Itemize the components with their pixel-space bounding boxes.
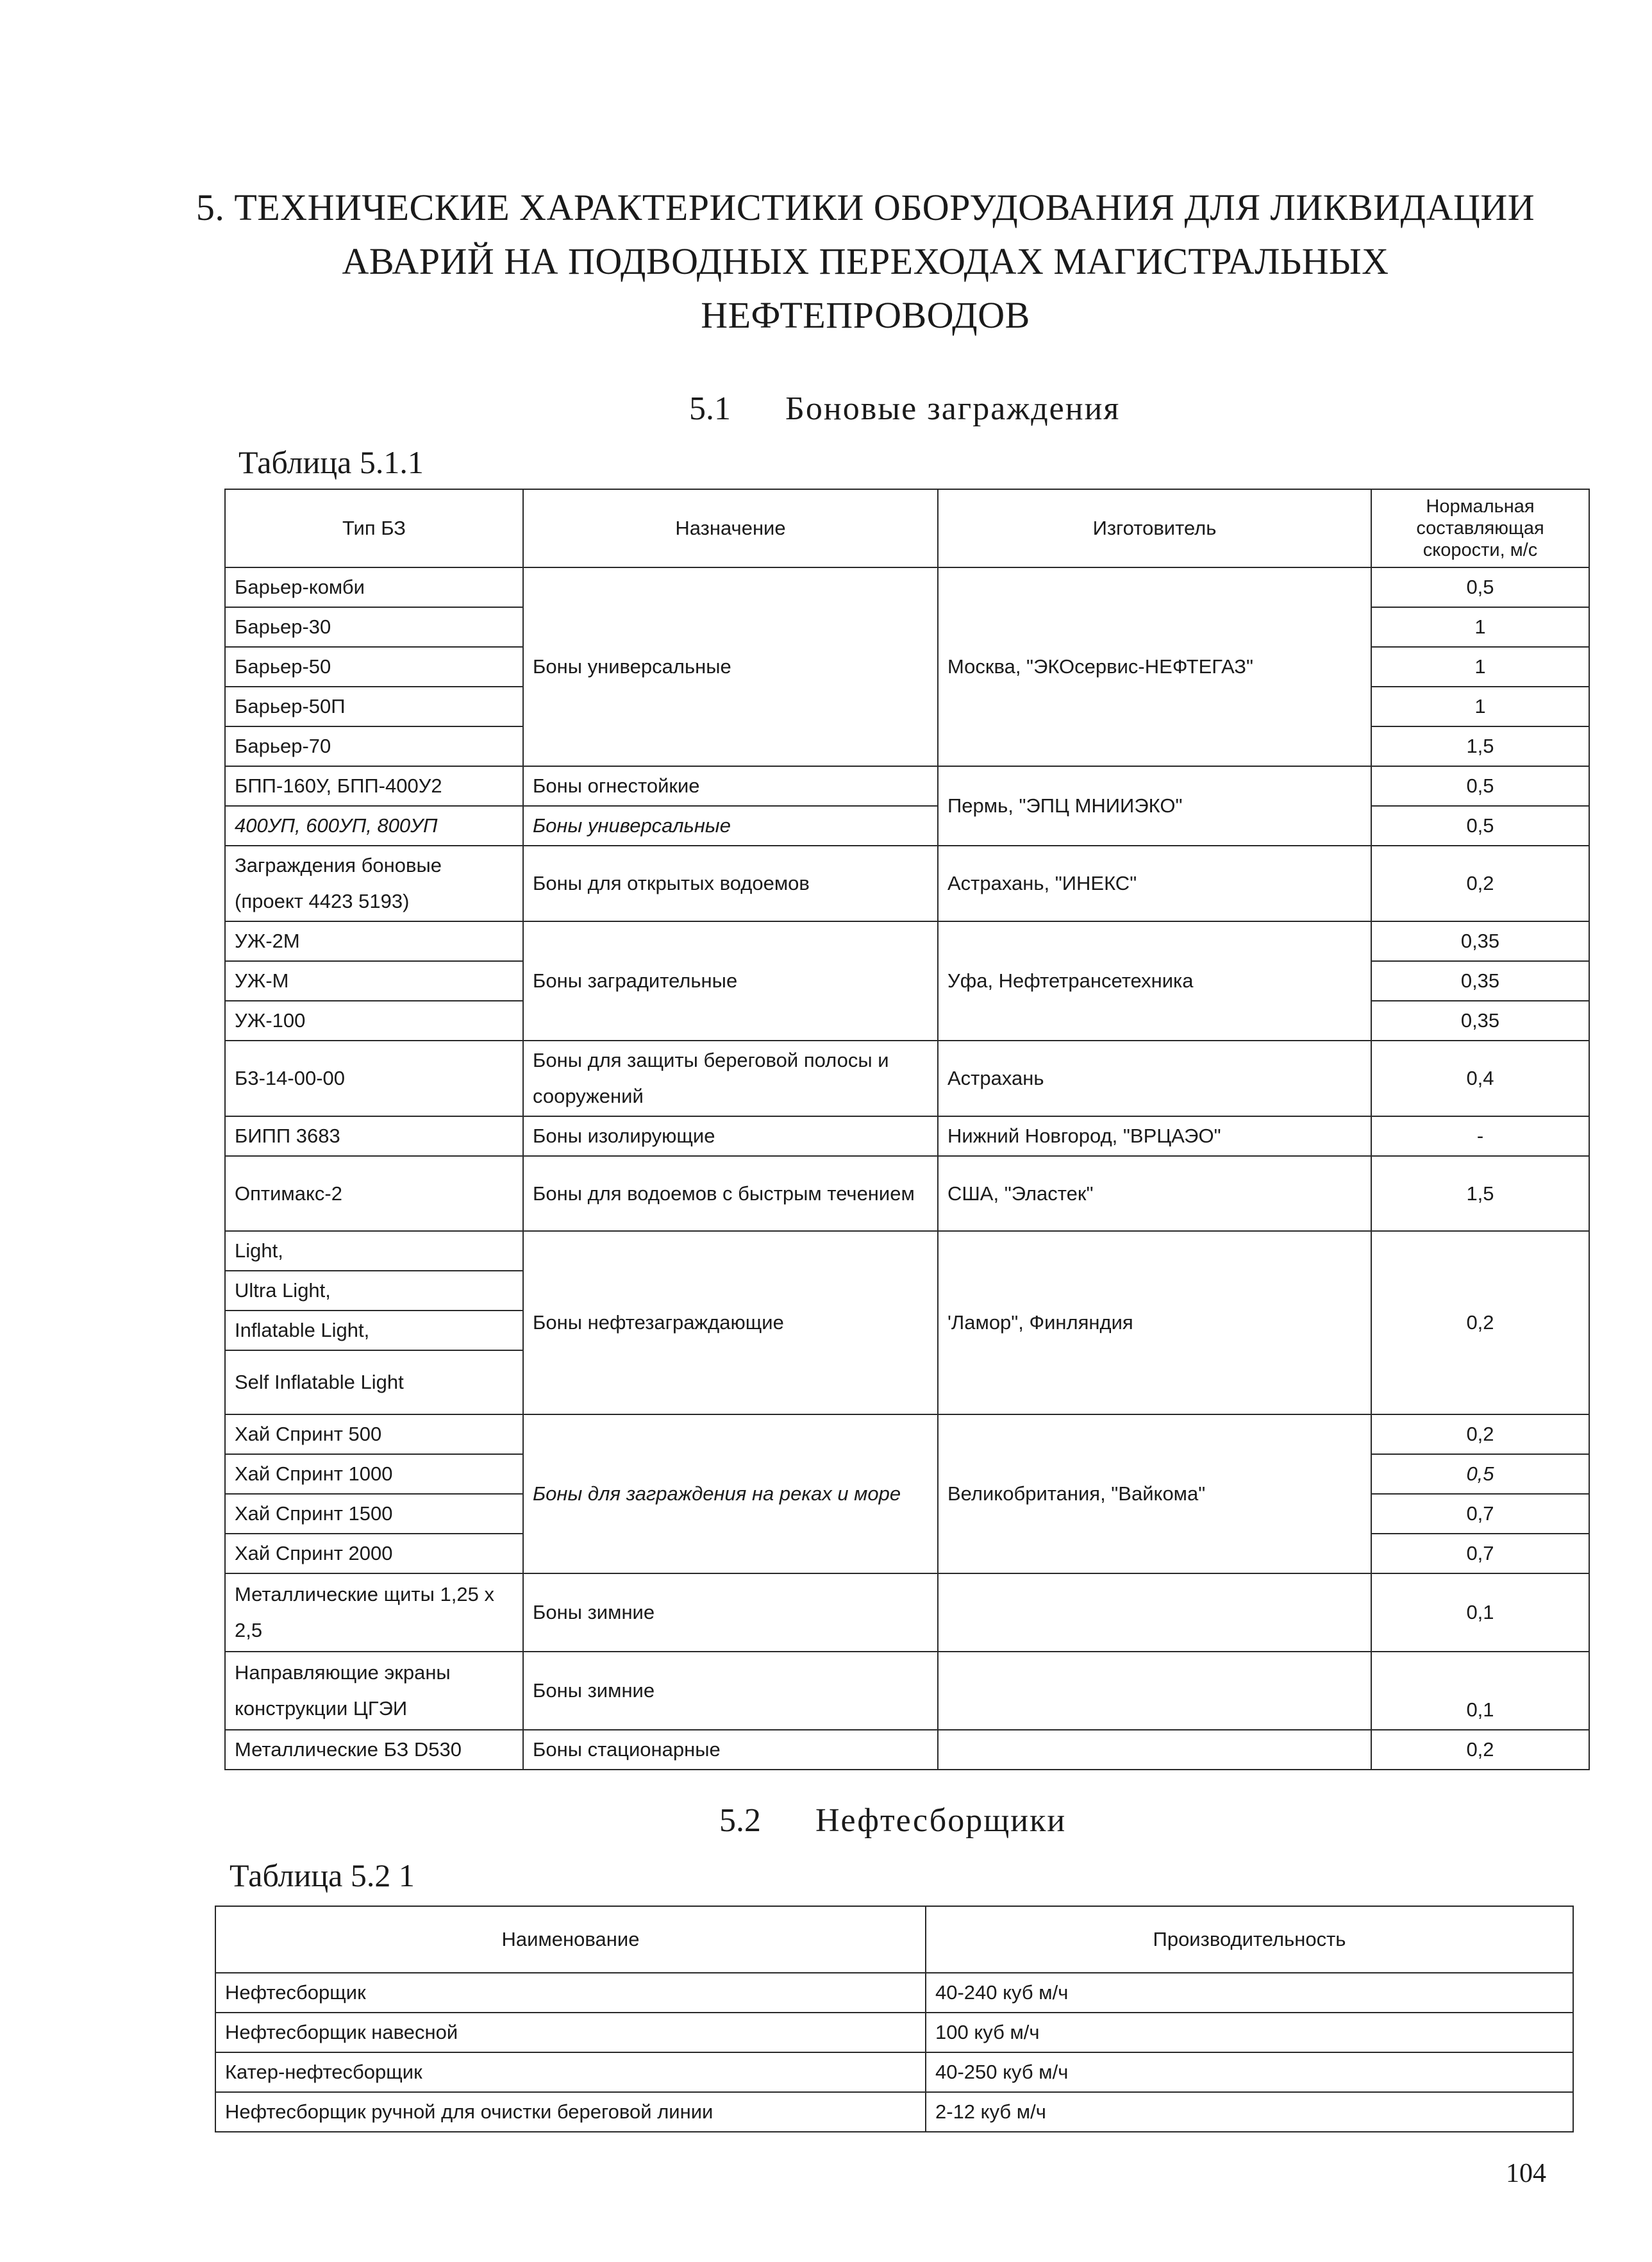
cell-type: УЖ-100 <box>225 1001 523 1041</box>
cell-type: Хай Спринт 500 <box>225 1414 523 1454</box>
cell-maker-empty <box>938 1730 1371 1770</box>
cell-speed: 0,1 <box>1371 1573 1589 1652</box>
table-row <box>215 2092 1573 2132</box>
section-number: 5.1 <box>689 390 731 427</box>
cell-purpose: Боны нефтезаграждающие <box>523 1231 938 1414</box>
cell-type: Оптимакс-2 <box>225 1156 523 1231</box>
table-row <box>225 1156 1589 1231</box>
cell-speed: - <box>1371 1116 1589 1156</box>
page-number: 104 <box>1506 2159 1546 2188</box>
table-row <box>215 1973 1573 2013</box>
cell-speed: 0,1 <box>1371 1652 1589 1730</box>
section-number: 5.2 <box>719 1802 761 1839</box>
title-line-2: АВАРИЙ НА ПОДВОДНЫХ ПЕРЕХОДАХ МАГИСТРАЛЬНЫХ <box>342 240 1389 282</box>
cell-type: Направляющие экраны конструкции ЦГЭИ <box>225 1652 523 1730</box>
table-header-row <box>225 489 1589 567</box>
cell-maker-empty <box>938 1573 1371 1652</box>
table-row <box>225 1652 1589 1730</box>
header-type: Тип БЗ <box>225 489 523 567</box>
cell-type: Барьер-30 <box>225 607 523 647</box>
cell-purpose: Боны для защиты береговой полосы и сооружений <box>523 1041 938 1116</box>
title-line-1: 5. ТЕХНИЧЕСКИЕ ХАРАКТЕРИСТИКИ ОБОРУДОВАНИЯ ДЛЯ ЛИКВИДАЦИИ <box>196 187 1535 228</box>
cell-purpose: Боны универсальные <box>523 567 938 766</box>
cell-purpose: Боны для водоемов с быстрым течением <box>523 1156 938 1231</box>
cell-type: Барьер-50П <box>225 687 523 726</box>
section-5-1-heading <box>689 390 1120 428</box>
header-speed: Нормальная составляющая скорости, м/с <box>1371 489 1589 567</box>
cell-capacity: 100 куб м/ч <box>926 2013 1573 2052</box>
section-title: Нефтесборщики <box>815 1802 1067 1839</box>
table-row <box>225 806 1589 846</box>
cell-speed: 1 <box>1371 687 1589 726</box>
cell-speed: 0,2 <box>1371 846 1589 921</box>
cell-purpose: Боны для открытых водоемов <box>523 846 938 921</box>
cell-type: Барьер-комби <box>225 567 523 607</box>
cell-type: Барьер-50 <box>225 647 523 687</box>
cell-speed: 0,5 <box>1371 766 1589 806</box>
cell-maker: Уфа, Нефтетрансетехника <box>938 921 1371 1041</box>
cell-type: Заграждения боновые (проект 4423 5193) <box>225 846 523 921</box>
table-header-row <box>215 1906 1573 1973</box>
section-title: Боновые заграждения <box>785 390 1121 427</box>
header-name: Наименование <box>215 1906 926 1973</box>
cell-type: Ultra Light, <box>225 1271 523 1311</box>
cell-speed: 0,2 <box>1371 1414 1589 1454</box>
table-row <box>225 1414 1589 1454</box>
header-purpose: Назначение <box>523 489 938 567</box>
cell-maker: Нижний Новгород, "ВРЦАЭО" <box>938 1116 1371 1156</box>
table-row <box>225 846 1589 921</box>
cell-speed: 0,7 <box>1371 1494 1589 1534</box>
cell-type: Б3-14-00-00 <box>225 1041 523 1116</box>
cell-name: Нефтесборщик <box>215 1973 926 2013</box>
cell-type: Self Inflatable Light <box>225 1350 523 1414</box>
header-maker: Изготовитель <box>938 489 1371 567</box>
cell-maker: Москва, "ЭКОсервис-НЕФТЕГАЗ" <box>938 567 1371 766</box>
table-row <box>225 1041 1589 1116</box>
cell-name: Нефтесборщик ручной для очистки береговой линии <box>215 2092 926 2132</box>
cell-type: Хай Спринт 2000 <box>225 1534 523 1573</box>
cell-name: Катер-нефтесборщик <box>215 2052 926 2092</box>
table-row <box>225 921 1589 961</box>
table-row <box>215 2013 1573 2052</box>
cell-speed: 0,7 <box>1371 1534 1589 1573</box>
cell-type: УЖ-2М <box>225 921 523 961</box>
cell-speed: 0,5 <box>1371 567 1589 607</box>
table-row <box>215 2052 1573 2092</box>
table-5-1-1-caption: Таблица 5.1.1 <box>238 444 424 480</box>
cell-purpose: Боны зимние <box>523 1652 938 1730</box>
cell-speed: 1 <box>1371 607 1589 647</box>
cell-speed: 1,5 <box>1371 1156 1589 1231</box>
cell-type: Барьер-70 <box>225 726 523 766</box>
cell-speed: 1,5 <box>1371 726 1589 766</box>
table-row <box>225 1116 1589 1156</box>
title-line-3: НЕФТЕПРОВОДОВ <box>701 294 1030 336</box>
cell-capacity: 40-240 куб м/ч <box>926 1973 1573 2013</box>
cell-maker: Астрахань, "ИНЕКС" <box>938 846 1371 921</box>
table-row <box>225 1730 1589 1770</box>
cell-type: Inflatable Light, <box>225 1311 523 1350</box>
cell-type: БИПП 3683 <box>225 1116 523 1156</box>
cell-speed: 0,2 <box>1371 1730 1589 1770</box>
cell-speed: 0,2 <box>1371 1231 1589 1414</box>
table-5-2-1-caption: Таблица 5.2 1 <box>229 1857 415 1893</box>
cell-capacity: 2-12 куб м/ч <box>926 2092 1573 2132</box>
cell-speed: 0,35 <box>1371 961 1589 1001</box>
cell-type: Хай Спринт 1000 <box>225 1454 523 1494</box>
cell-speed: 0,4 <box>1371 1041 1589 1116</box>
cell-maker: Пермь, "ЭПЦ МНИИЭКО" <box>938 766 1371 846</box>
table-5-2-1 <box>215 1906 1574 2132</box>
cell-type: Металлические БЗ D530 <box>225 1730 523 1770</box>
cell-maker: 'Ламор", Финляндия <box>938 1231 1371 1414</box>
cell-purpose: Боны стационарные <box>523 1730 938 1770</box>
cell-name: Нефтесборщик навесной <box>215 2013 926 2052</box>
table-row <box>225 567 1589 607</box>
document-title <box>192 181 1539 342</box>
cell-purpose: Боны для заграждения на реках и море <box>523 1414 938 1573</box>
table-row <box>225 766 1589 806</box>
cell-type: Light, <box>225 1231 523 1271</box>
cell-capacity: 40-250 куб м/ч <box>926 2052 1573 2092</box>
cell-maker: Великобритания, "Вайкома" <box>938 1414 1371 1573</box>
table-row <box>225 1573 1589 1652</box>
section-5-2-heading <box>719 1802 1066 1839</box>
cell-maker: США, "Эластек" <box>938 1156 1371 1231</box>
cell-type: БПП-160У, БПП-400У2 <box>225 766 523 806</box>
header-capacity: Производительность <box>926 1906 1573 1973</box>
cell-purpose: Боны изолирующие <box>523 1116 938 1156</box>
table-row <box>225 1231 1589 1271</box>
cell-purpose: Боны огнестойкие <box>523 766 938 806</box>
cell-maker-empty <box>938 1652 1371 1730</box>
cell-type: Хай Спринт 1500 <box>225 1494 523 1534</box>
cell-speed: 1 <box>1371 647 1589 687</box>
table-5-1-1 <box>224 489 1590 1770</box>
cell-speed: 0,35 <box>1371 921 1589 961</box>
cell-speed: 0,5 <box>1371 1454 1589 1494</box>
cell-purpose: Боны зимние <box>523 1573 938 1652</box>
cell-purpose: Боны универсальные <box>523 806 938 846</box>
cell-purpose: Боны заградительные <box>523 921 938 1041</box>
cell-type: УЖ-М <box>225 961 523 1001</box>
cell-speed: 0,5 <box>1371 806 1589 846</box>
cell-maker: Астрахань <box>938 1041 1371 1116</box>
cell-type: 400УП, 600УП, 800УП <box>225 806 523 846</box>
cell-type: Металлические щиты 1,25 х 2,5 <box>225 1573 523 1652</box>
cell-speed: 0,35 <box>1371 1001 1589 1041</box>
